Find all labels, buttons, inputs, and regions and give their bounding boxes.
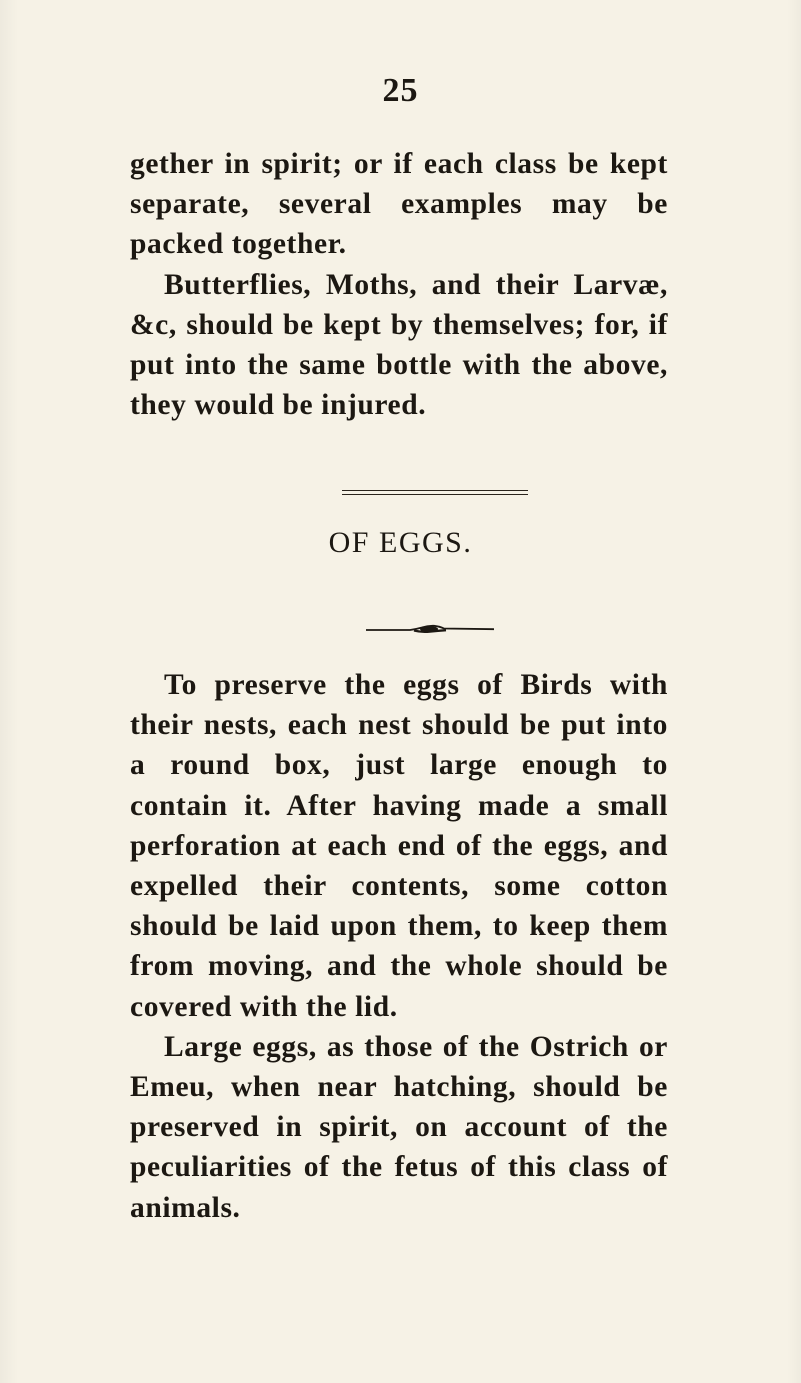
ornament-divider [364,624,496,634]
paragraph-birds-eggs: To preserve the eggs of Birds with their nests, each nest should be put into a round box, just large enough to contain it. After having made a small perforation at each end of the eggs, and expelled their contents, some cotton should be laid upon them, to keep them from moving, and the whole should be covered with the lid. [130,669,668,1023]
double-rule-divider [342,490,528,495]
text-block-bottom [130,665,668,1228]
page-number: 25 [382,72,419,109]
paragraph-continued: gether in spirit; or if each class be kept separate, several examples may be packed together. [130,148,668,261]
section-heading: OF EGGS. [328,526,473,559]
paragraph-large-eggs: Large eggs, as those of the Ostrich or Emeu, when near hatching, should be preserved in spirit, on account of the peculiarities of the fetus of this class of animals. [130,1030,668,1224]
paragraph-butterflies: Butterflies, Moths, and their Larvæ, &c, should be kept by themselves; for, if put into the same bottle with the above, they would be injured. [130,268,668,422]
text-block-top [130,144,668,425]
